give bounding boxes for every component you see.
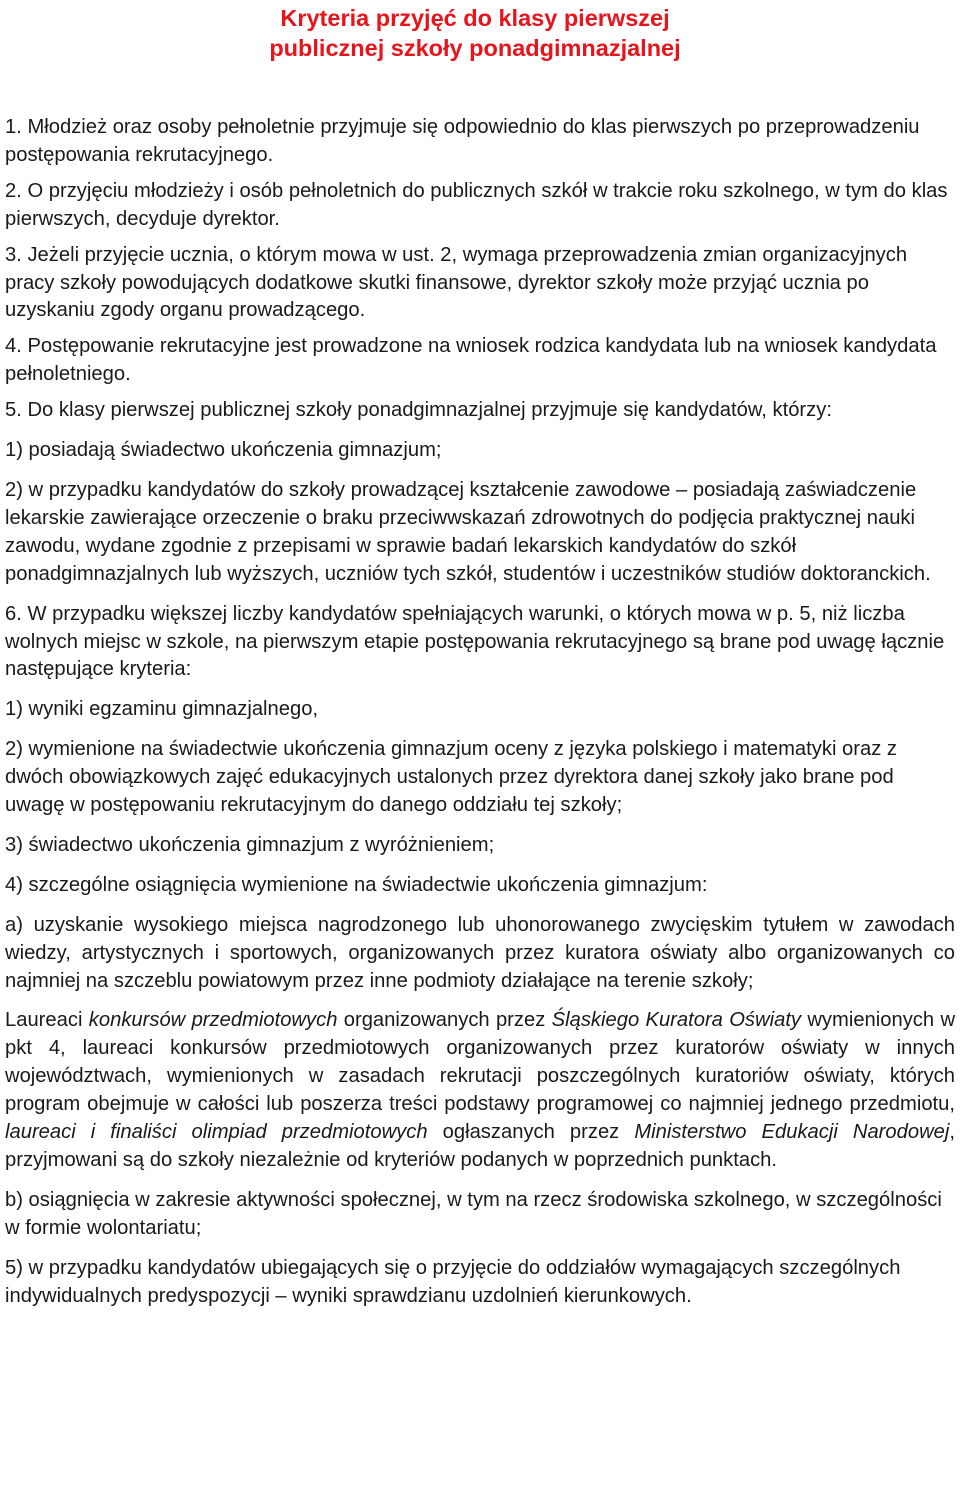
title-line-2: publicznej szkoły ponadgimnazjalnej	[269, 35, 681, 61]
document-title	[5, 3, 955, 63]
paragraph-6-item-4a: a) uzyskanie wysokiego miejsca nagrodzonego lub uhonorowanego zwycięskim tytułem w zawodach wiedzy, artystycznych i sportowych, organizowanych przez kuratora oświaty albo organizowanych co najmniej na szczeblu powiatowym przez inne podmioty działające na terenie szkoły;	[5, 913, 955, 992]
paragraph-5-item-2: 2) w przypadku kandydatów do szkoły prowadzącej kształcenie zawodowe – posiadają zaświadczenie lekarskie zawierające orzeczenie o braku przeciwwskazań zdrowotnych do podjęcia praktycznej nauki zawodu, wydane zgodnie z przepisami w sprawie badań lekarskich kandydatów do szkół ponadgimnazjalnych lub wyższych, uczniów tych szkół, studentów i uczestników studiów doktoranckich.	[5, 478, 931, 585]
laureaci-text-2: organizowanych przez	[337, 1009, 552, 1032]
paragraph-6-item-3: 3) świadectwo ukończenia gimnazjum z wyróżnieniem;	[5, 833, 495, 856]
paragraph-6-item-2: 2) wymienione na świadectwie ukończenia gimnazjum oceny z języka polskiego i matematyki oraz z dwóch obowiązkowych zajęć edukacyjnych ustalonych przez dyrektora danej szkoły jako brane pod uwagę w postępowaniu rekrutacyjnym do danego oddziału tej szkoły;	[5, 738, 898, 817]
paragraph-1: 1. Młodzież oraz osoby pełnoletnie przyjmuje się odpowiednio do klas pierwszych po przeprowadzeniu postępowania rekrutacyjnego.	[5, 116, 920, 166]
laureaci-italic-4: Ministerstwo Edukacji Narodowej	[634, 1121, 950, 1144]
paragraph-6: 6. W przypadku większej liczby kandydatów spełniających warunki, o których mowa w p. 5, niż liczba wolnych miejsc w szkole, na pierwszym etapie postępowania rekrutacyjnego są brane pod uwagę łącznie następujące kryteria:	[5, 602, 945, 681]
title-line-1: Kryteria przyjęć do klasy pierwszej	[280, 5, 670, 31]
laureaci-text-4: ogłaszanych przez	[427, 1121, 635, 1144]
paragraph-6-item-4: 4) szczególne osiągnięcia wymienione na świadectwie ukończenia gimnazjum:	[5, 873, 708, 896]
paragraph-6-item-4b: b) osiągnięcia w zakresie aktywności społecznej, w tym na rzecz środowiska szkolnego, w szczególności w formie wolontariatu;	[5, 1188, 942, 1239]
paragraph-5-item-1: 1) posiadają świadectwo ukończenia gimnazjum;	[5, 439, 442, 462]
laureaci-italic-3: laureaci i finaliści olimpiad przedmiotowych	[5, 1121, 428, 1144]
paragraph-4: 4. Postępowanie rekrutacyjne jest prowadzone na wniosek rodzica kandydata lub na wniosek kandydata pełnoletniego.	[5, 335, 937, 386]
paragraph-5: 5. Do klasy pierwszej publicznej szkoły ponadgimnazjalnej przyjmuje się kandydatów, którzy:	[5, 399, 832, 422]
laureaci-italic-2: Śląskiego Kuratora Oświaty	[551, 1009, 802, 1032]
laureaci-paragraph	[5, 1007, 955, 1174]
paragraph-2: 2. O przyjęciu młodzieży i osób pełnoletnich do publicznych szkół w trakcie roku szkolnego, w tym do klas pierwszych, decyduje dyrektor.	[5, 179, 948, 230]
laureaci-text-1: Laureaci	[5, 1009, 89, 1032]
paragraph-6-item-1: 1) wyniki egzaminu gimnazjalnego,	[5, 698, 319, 721]
paragraph-6-item-5: 5) w przypadku kandydatów ubiegających się o przyjęcie do oddziałów wymagających szczególnych indywidualnych predyspozycji – wyniki sprawdzianu uzdolnień kierunkowych.	[5, 1256, 901, 1307]
laureaci-text-3: wymienionych w pkt 4, laureaci konkursów przedmiotowych organizowanych przez kuratorów oświaty w innych województwach, wymienionych w zasadach rekrutacji poszczególnych kuratoriów oświaty, których program obejmuje w całości lub poszerza treści podstawy programowej co najmniej jednego przedmiotu,	[5, 1009, 956, 1116]
paragraph-3: 3. Jeżeli przyjęcie ucznia, o którym mowa w ust. 2, wymaga przeprowadzenia zmian organizacyjnych pracy szkoły powodujących dodatkowe skutki finansowe, dyrektor szkoły może przyjąć ucznia po uzyskaniu zgody organu prowadzącego.	[5, 243, 908, 322]
laureaci-text-5: , przyjmowani są do szkoły niezależnie od kryteriów podanych w poprzednich punktach.	[5, 1121, 955, 1171]
laureaci-italic-1: konkursów przedmiotowych	[88, 1009, 338, 1032]
